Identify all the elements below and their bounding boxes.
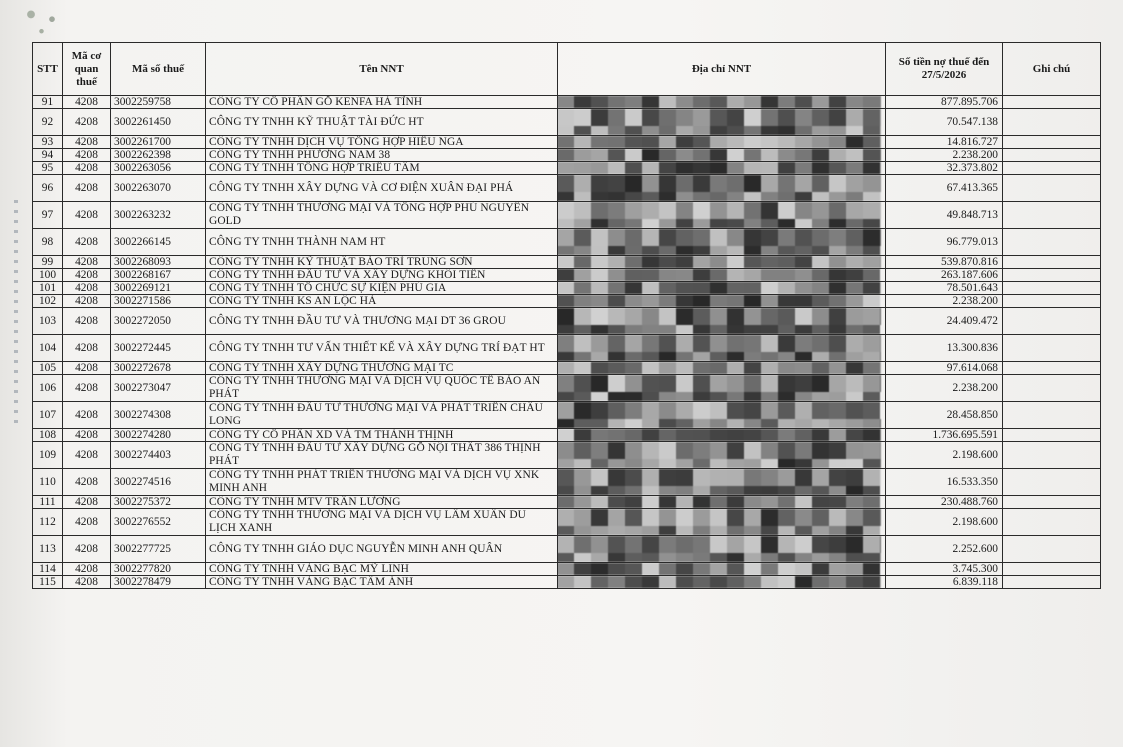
row-ten-nnt: CÔNG TY TNHH THƯƠNG MẠI VÀ DỊCH VỤ LÂM XUÂN DU LỊCH XANH — [206, 509, 558, 536]
redaction-mosaic — [558, 149, 882, 161]
redaction-mosaic — [558, 402, 882, 428]
row-stt: 100 — [33, 269, 63, 282]
row-ghi-chu — [1003, 496, 1101, 509]
row-ma-co-quan-thue: 4208 — [63, 442, 111, 469]
row-ten-nnt: CÔNG TY TNHH THƯƠNG MẠI VÀ DỊCH VỤ QUỐC TẾ BẢO AN PHÁT — [206, 375, 558, 402]
row-ten-nnt: CÔNG TY TNHH ĐẦU TƯ THƯƠNG MẠI VÀ PHÁT TRIỂN CHÂU LONG — [206, 402, 558, 429]
row-ten-nnt: CÔNG TY TNHH PHÁT TRIỂN THƯƠNG MẠI VÀ DỊCH VỤ XNK MINH ANH — [206, 469, 558, 496]
table-row — [33, 536, 1101, 563]
row-so-tien-no: 96.779.013 — [886, 229, 1003, 256]
row-dia-chi-redacted — [558, 402, 886, 429]
table-row — [33, 109, 1101, 136]
row-ten-nnt: CÔNG TY TNHH VÀNG BẠC MỸ LINH — [206, 563, 558, 576]
row-ma-so-thue: 3002263070 — [111, 175, 206, 202]
table-row — [33, 496, 1101, 509]
row-so-tien-no: 2.252.600 — [886, 536, 1003, 563]
row-stt: 98 — [33, 229, 63, 256]
row-ma-so-thue: 3002272050 — [111, 308, 206, 335]
row-ma-so-thue: 3002278479 — [111, 576, 206, 589]
row-dia-chi-redacted — [558, 109, 886, 136]
row-so-tien-no: 2.198.600 — [886, 509, 1003, 536]
row-ma-co-quan-thue: 4208 — [63, 229, 111, 256]
row-ghi-chu — [1003, 563, 1101, 576]
redaction-mosaic — [558, 442, 882, 468]
row-ma-co-quan-thue: 4208 — [63, 536, 111, 563]
tax-debt-table — [32, 42, 1101, 589]
header-dia-chi-nnt: Địa chỉ NNT — [558, 43, 886, 96]
row-so-tien-no: 877.895.706 — [886, 96, 1003, 109]
row-ghi-chu — [1003, 442, 1101, 469]
row-ma-co-quan-thue: 4208 — [63, 469, 111, 496]
row-stt: 92 — [33, 109, 63, 136]
table-row — [33, 295, 1101, 308]
row-dia-chi-redacted — [558, 269, 886, 282]
row-stt: 113 — [33, 536, 63, 563]
row-ghi-chu — [1003, 295, 1101, 308]
table-row — [33, 229, 1101, 256]
row-ten-nnt: CÔNG TY TNHH TỔ CHỨC SỰ KIỆN PHÚ GIA — [206, 282, 558, 295]
row-ghi-chu — [1003, 429, 1101, 442]
row-ma-so-thue: 3002275372 — [111, 496, 206, 509]
table-body — [33, 96, 1101, 589]
row-so-tien-no: 70.547.138 — [886, 109, 1003, 136]
table-row — [33, 202, 1101, 229]
row-ten-nnt: CÔNG TY TNHH THÀNH NAM HT — [206, 229, 558, 256]
table-row — [33, 308, 1101, 335]
row-so-tien-no: 49.848.713 — [886, 202, 1003, 229]
redaction-mosaic — [558, 536, 882, 562]
row-ma-so-thue: 3002274516 — [111, 469, 206, 496]
redaction-mosaic — [558, 429, 882, 441]
row-ten-nnt: CÔNG TY TNHH ĐẦU TƯ VÀ THƯƠNG MẠI DT 36 GROU — [206, 308, 558, 335]
row-ma-so-thue: 3002262398 — [111, 149, 206, 162]
row-stt: 94 — [33, 149, 63, 162]
stamp-mark — [10, 0, 80, 48]
table-row — [33, 282, 1101, 295]
row-ten-nnt: CÔNG TY TNHH DỊCH VỤ TỔNG HỢP HIẾU NGA — [206, 136, 558, 149]
row-so-tien-no: 6.839.118 — [886, 576, 1003, 589]
row-ma-co-quan-thue: 4208 — [63, 496, 111, 509]
row-stt: 106 — [33, 375, 63, 402]
row-ten-nnt: CÔNG TY TNHH PHƯƠNG NAM 38 — [206, 149, 558, 162]
row-dia-chi-redacted — [558, 295, 886, 308]
row-dia-chi-redacted — [558, 563, 886, 576]
row-ma-so-thue: 3002274280 — [111, 429, 206, 442]
redaction-mosaic — [558, 109, 882, 135]
redaction-mosaic — [558, 576, 882, 588]
row-stt: 114 — [33, 563, 63, 576]
redaction-mosaic — [558, 295, 882, 307]
redaction-mosaic — [558, 136, 882, 148]
row-stt: 109 — [33, 442, 63, 469]
row-ma-so-thue: 3002269121 — [111, 282, 206, 295]
row-so-tien-no: 32.373.802 — [886, 162, 1003, 175]
row-ten-nnt: CÔNG TY TNHH KS AN LỘC HÀ — [206, 295, 558, 308]
row-stt: 96 — [33, 175, 63, 202]
redaction-mosaic — [558, 509, 882, 535]
row-so-tien-no: 2.238.200 — [886, 149, 1003, 162]
table-row — [33, 162, 1101, 175]
row-so-tien-no: 16.533.350 — [886, 469, 1003, 496]
row-so-tien-no: 539.870.816 — [886, 256, 1003, 269]
row-dia-chi-redacted — [558, 375, 886, 402]
row-ghi-chu — [1003, 96, 1101, 109]
row-stt: 115 — [33, 576, 63, 589]
row-dia-chi-redacted — [558, 308, 886, 335]
row-dia-chi-redacted — [558, 96, 886, 109]
row-ma-co-quan-thue: 4208 — [63, 162, 111, 175]
table-row — [33, 576, 1101, 589]
row-ma-so-thue: 3002277820 — [111, 563, 206, 576]
row-dia-chi-redacted — [558, 282, 886, 295]
row-ten-nnt: CÔNG TY TNHH VÀNG BẠC TÂM ÁNH — [206, 576, 558, 589]
table-row — [33, 269, 1101, 282]
redaction-mosaic — [558, 469, 882, 495]
redaction-mosaic — [558, 175, 882, 201]
redaction-mosaic — [558, 563, 882, 575]
row-ma-so-thue: 3002266145 — [111, 229, 206, 256]
row-stt: 105 — [33, 362, 63, 375]
table-row — [33, 175, 1101, 202]
row-ma-so-thue: 3002263056 — [111, 162, 206, 175]
row-dia-chi-redacted — [558, 229, 886, 256]
row-ten-nnt: CÔNG TY TNHH GIÁO DỤC NGUYỄN MINH ANH QUÂN — [206, 536, 558, 563]
row-ma-co-quan-thue: 4208 — [63, 509, 111, 536]
row-ghi-chu — [1003, 576, 1101, 589]
row-so-tien-no: 97.614.068 — [886, 362, 1003, 375]
redaction-mosaic — [558, 202, 882, 228]
row-so-tien-no: 230.488.760 — [886, 496, 1003, 509]
table-row — [33, 563, 1101, 576]
row-so-tien-no: 67.413.365 — [886, 175, 1003, 202]
row-ten-nnt: CÔNG TY CỔ PHẦN GỖ KENFA HÀ TĨNH — [206, 96, 558, 109]
row-ma-co-quan-thue: 4208 — [63, 136, 111, 149]
row-stt: 91 — [33, 96, 63, 109]
table-row — [33, 402, 1101, 429]
row-ma-co-quan-thue: 4208 — [63, 109, 111, 136]
row-dia-chi-redacted — [558, 175, 886, 202]
table-row — [33, 509, 1101, 536]
row-dia-chi-redacted — [558, 335, 886, 362]
row-ten-nnt: CÔNG TY TNHH KỸ THUẬT TÀI ĐỨC HT — [206, 109, 558, 136]
row-ghi-chu — [1003, 536, 1101, 563]
row-stt: 111 — [33, 496, 63, 509]
table-row — [33, 469, 1101, 496]
row-ghi-chu — [1003, 162, 1101, 175]
row-dia-chi-redacted — [558, 362, 886, 375]
row-ma-co-quan-thue: 4208 — [63, 202, 111, 229]
row-ma-so-thue: 3002261450 — [111, 109, 206, 136]
row-ten-nnt: CÔNG TY TNHH XÂY DỰNG THƯƠNG MẠI TC — [206, 362, 558, 375]
row-so-tien-no: 1.736.695.591 — [886, 429, 1003, 442]
row-dia-chi-redacted — [558, 136, 886, 149]
header-stt: STT — [33, 43, 63, 96]
row-stt: 95 — [33, 162, 63, 175]
row-ghi-chu — [1003, 256, 1101, 269]
row-ma-co-quan-thue: 4208 — [63, 256, 111, 269]
redaction-mosaic — [558, 308, 882, 334]
row-so-tien-no: 13.300.836 — [886, 335, 1003, 362]
row-ghi-chu — [1003, 269, 1101, 282]
table-row — [33, 256, 1101, 269]
row-stt: 97 — [33, 202, 63, 229]
table-row — [33, 335, 1101, 362]
row-so-tien-no: 78.501.643 — [886, 282, 1003, 295]
row-ma-co-quan-thue: 4208 — [63, 563, 111, 576]
row-dia-chi-redacted — [558, 256, 886, 269]
table-row — [33, 136, 1101, 149]
row-ghi-chu — [1003, 362, 1101, 375]
row-stt: 110 — [33, 469, 63, 496]
row-stt: 108 — [33, 429, 63, 442]
row-stt: 112 — [33, 509, 63, 536]
row-ma-so-thue: 3002259758 — [111, 96, 206, 109]
row-dia-chi-redacted — [558, 429, 886, 442]
table-row — [33, 442, 1101, 469]
row-dia-chi-redacted — [558, 576, 886, 589]
row-dia-chi-redacted — [558, 162, 886, 175]
row-so-tien-no: 28.458.850 — [886, 402, 1003, 429]
row-ten-nnt: CÔNG TY TNHH THƯƠNG MẠI VÀ TỔNG HỢP PHÚ NGUYÊN GOLD — [206, 202, 558, 229]
row-ma-co-quan-thue: 4208 — [63, 269, 111, 282]
row-ghi-chu — [1003, 335, 1101, 362]
header-so-tien-no: Số tiền nợ thuế đến 27/5/2026 — [886, 43, 1003, 96]
row-ghi-chu — [1003, 402, 1101, 429]
row-so-tien-no: 2.238.200 — [886, 295, 1003, 308]
row-ma-co-quan-thue: 4208 — [63, 308, 111, 335]
row-ma-so-thue: 3002277725 — [111, 536, 206, 563]
row-dia-chi-redacted — [558, 509, 886, 536]
row-dia-chi-redacted — [558, 496, 886, 509]
row-ma-so-thue: 3002261700 — [111, 136, 206, 149]
redaction-mosaic — [558, 229, 882, 255]
row-stt: 104 — [33, 335, 63, 362]
redaction-mosaic — [558, 96, 882, 108]
row-ghi-chu — [1003, 469, 1101, 496]
row-ten-nnt: CÔNG TY TNHH ĐẦU TƯ XÂY DỰNG GỖ NỘI THẤT 386 THỊNH PHÁT — [206, 442, 558, 469]
row-ghi-chu — [1003, 175, 1101, 202]
row-ghi-chu — [1003, 308, 1101, 335]
row-ghi-chu — [1003, 202, 1101, 229]
row-ghi-chu — [1003, 375, 1101, 402]
row-ma-co-quan-thue: 4208 — [63, 149, 111, 162]
row-ma-co-quan-thue: 4208 — [63, 576, 111, 589]
row-ma-so-thue: 3002271586 — [111, 295, 206, 308]
redaction-mosaic — [558, 496, 882, 508]
row-ma-co-quan-thue: 4208 — [63, 375, 111, 402]
redaction-mosaic — [558, 362, 882, 374]
row-ten-nnt: CÔNG TY TNHH KỸ THUẬT BẢO TRÌ TRUNG SƠN — [206, 256, 558, 269]
table-header-row — [33, 43, 1101, 96]
table-row — [33, 362, 1101, 375]
row-dia-chi-redacted — [558, 536, 886, 563]
row-ghi-chu — [1003, 282, 1101, 295]
row-so-tien-no: 14.816.727 — [886, 136, 1003, 149]
header-ten-nnt: Tên NNT — [206, 43, 558, 96]
row-ma-co-quan-thue: 4208 — [63, 96, 111, 109]
row-ma-so-thue: 3002263232 — [111, 202, 206, 229]
header-ghi-chu: Ghi chú — [1003, 43, 1101, 96]
row-ma-so-thue: 3002273047 — [111, 375, 206, 402]
row-so-tien-no: 2.238.200 — [886, 375, 1003, 402]
redaction-mosaic — [558, 256, 882, 268]
row-ma-co-quan-thue: 4208 — [63, 295, 111, 308]
row-ma-co-quan-thue: 4208 — [63, 402, 111, 429]
redaction-mosaic — [558, 335, 882, 361]
row-ten-nnt: CÔNG TY TNHH TƯ VẤN THIẾT KẾ VÀ XÂY DỰNG TRÍ ĐẠT HT — [206, 335, 558, 362]
row-ghi-chu — [1003, 509, 1101, 536]
table-row — [33, 149, 1101, 162]
table-row — [33, 429, 1101, 442]
row-so-tien-no: 2.198.600 — [886, 442, 1003, 469]
row-ten-nnt: CÔNG TY CỔ PHẦN XD VÀ TM THÀNH THỊNH — [206, 429, 558, 442]
redaction-mosaic — [558, 269, 882, 281]
binding-marks — [14, 200, 18, 430]
row-ghi-chu — [1003, 109, 1101, 136]
row-ten-nnt: CÔNG TY TNHH ĐẦU TƯ VÀ XÂY DỰNG KHÔI TIẾN — [206, 269, 558, 282]
row-ten-nnt: CÔNG TY TNHH XÂY DỰNG VÀ CƠ ĐIỆN XUÂN ĐẠI PHÁ — [206, 175, 558, 202]
header-ma-co-quan-thue: Mã cơ quan thuế — [63, 43, 111, 96]
header-ma-so-thue: Mã số thuế — [111, 43, 206, 96]
row-dia-chi-redacted — [558, 442, 886, 469]
row-stt: 102 — [33, 295, 63, 308]
row-so-tien-no: 24.409.472 — [886, 308, 1003, 335]
row-dia-chi-redacted — [558, 202, 886, 229]
row-ma-so-thue: 3002268167 — [111, 269, 206, 282]
row-ten-nnt: CÔNG TY TNHH TỔNG HỢP TRIỀU TÂM — [206, 162, 558, 175]
row-ten-nnt: CÔNG TY TNHH MTV TRẦN LƯƠNG — [206, 496, 558, 509]
table-row — [33, 375, 1101, 402]
row-ma-so-thue: 3002274403 — [111, 442, 206, 469]
row-ma-so-thue: 3002272678 — [111, 362, 206, 375]
row-so-tien-no: 3.745.300 — [886, 563, 1003, 576]
row-ma-so-thue: 3002276552 — [111, 509, 206, 536]
table-row — [33, 96, 1101, 109]
row-ma-so-thue: 3002268093 — [111, 256, 206, 269]
row-ma-co-quan-thue: 4208 — [63, 429, 111, 442]
row-ghi-chu — [1003, 149, 1101, 162]
row-ghi-chu — [1003, 136, 1101, 149]
row-ma-co-quan-thue: 4208 — [63, 282, 111, 295]
row-dia-chi-redacted — [558, 149, 886, 162]
redaction-mosaic — [558, 282, 882, 294]
row-ma-so-thue: 3002274308 — [111, 402, 206, 429]
row-ghi-chu — [1003, 229, 1101, 256]
row-ma-co-quan-thue: 4208 — [63, 175, 111, 202]
row-stt: 107 — [33, 402, 63, 429]
redaction-mosaic — [558, 162, 882, 174]
row-ma-co-quan-thue: 4208 — [63, 335, 111, 362]
row-stt: 93 — [33, 136, 63, 149]
row-stt: 101 — [33, 282, 63, 295]
row-ma-so-thue: 3002272445 — [111, 335, 206, 362]
row-stt: 103 — [33, 308, 63, 335]
row-so-tien-no: 263.187.606 — [886, 269, 1003, 282]
row-ma-co-quan-thue: 4208 — [63, 362, 111, 375]
row-stt: 99 — [33, 256, 63, 269]
row-dia-chi-redacted — [558, 469, 886, 496]
redaction-mosaic — [558, 375, 882, 401]
